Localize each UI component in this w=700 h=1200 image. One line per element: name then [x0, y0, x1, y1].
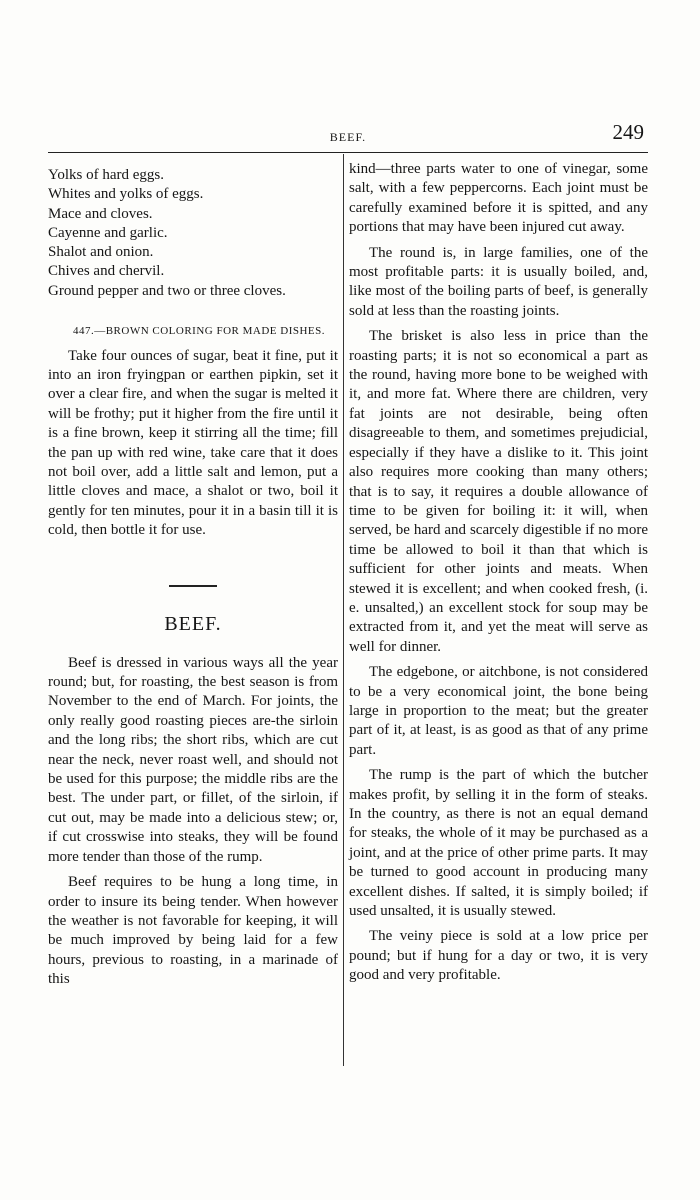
beef-paragraph: Beef requires to be hung a long time, in order to insure its being tender. When however the weather is not favorable for keeping, it will be much improved by being laid for a few hours, previous to roasting, in a marinade of this [48, 874, 338, 988]
ingredient-list [48, 166, 338, 301]
edgebone-paragraph: The edgebone, or aitchbone, is not considered to be a very economical joint, the bone being large in proportion to the meat; but the greater part of it, at least, is as good as that of any prime part. [349, 664, 648, 758]
list-item: Shalot and onion. [48, 244, 154, 261]
list-item: Whites and yolks of eggs. [48, 186, 204, 203]
list-item: Chives and chervil. [48, 263, 165, 280]
left-column [48, 166, 338, 996]
round-paragraph: The round is, in large families, one of the most profitable parts: it is usually boiled, and, like most of the boiling parts of beef, is generally sold at less than the roasting joints. [349, 244, 648, 319]
list-item: Cayenne and garlic. [48, 224, 168, 241]
right-column [349, 160, 648, 992]
running-header [48, 120, 648, 153]
beef-paragraph: Beef is dressed in various ways all the year round; but, for roasting, the best season is from November to the end of March. For joints, the only really good roasting pieces are-the sirloin and the long ribs; the short ribs, which are cut near the neck, never roast well, and should not be used for this purpose; the middle ribs are the best. The under part, or fillet, of the sirloin, if cut out, may be made into a delicious stew; or, if cut crosswise into steaks, they will be found more tender than those of the rump. [48, 654, 338, 865]
brisket-paragraph: The brisket is also less in price than the roasting parts; it is not so economical a part as the round, having more bone to be weighed with it, and more fat. Where there are children, very fat joints are not desirable, being often disagreeable to them, and sometimes prejudicial, especially if they have a dislike to it. This joint also requires more cooking than many others; that is to say, it requires a double allowance of time to be given for boiling it: it will, when served, be hard and scarcely digestible if no more time be allowed to boil it than that which is sufficient for other joints and meats. When stewed it is excellent; and when cooked fresh, (i. e. unsalted,) an excellent stock for soup may be extracted from it, and yet the meat will serve as well for dinner. [349, 328, 648, 655]
list-item: Mace and cloves. [48, 205, 153, 222]
running-title: BEEF. [329, 130, 367, 144]
column-divider [343, 154, 344, 1066]
rump-paragraph: The rump is the part of which the butcher makes profit, by selling it in the form of steaks. In the country, as there is not an equal demand for steaks, the whole of it may be purchased as a joint, and at the price of other prime parts. It may be turned to good account in producing many excellent dishes. If salted, it is simply boiled; if used unsalted, it is usually stewed. [349, 767, 648, 920]
recipe-heading: 447.—BROWN COLORING FOR MADE DISHES. [72, 325, 326, 338]
page-number: 249 [612, 120, 644, 144]
veiny-piece-paragraph: The veiny piece is sold at a low price per pound; but if hung for a day or two, it is very good and very profitable. [349, 928, 648, 984]
list-item: Ground pepper and two or three cloves. [48, 282, 286, 299]
section-heading: BEEF. [164, 612, 222, 635]
recipe-text: Take four ounces of sugar, beat it fine, put it into an iron fryingpan or earthen pipkin, set it over a clear fire, and when the sugar is melted it will be frothy; put it higher from the fire until it is a fine brown, keep it stirring all the time; fill the pan up with red wine, take care that it does not boil over, add a little salt and lemon, put a little cloves and mace, a shalot or two, boil it gently for ten minutes, pour it in a basin till it is cold, then bottle it for use. [48, 347, 338, 539]
continued-paragraph: kind—three parts water to one of vinegar, some salt, with a few peppercorns. Each joint must be carefully examined before it is spitted, and any portions that may have been injured cut away. [349, 161, 648, 236]
list-item: Yolks of hard eggs. [48, 167, 164, 183]
section-rule [169, 585, 217, 587]
